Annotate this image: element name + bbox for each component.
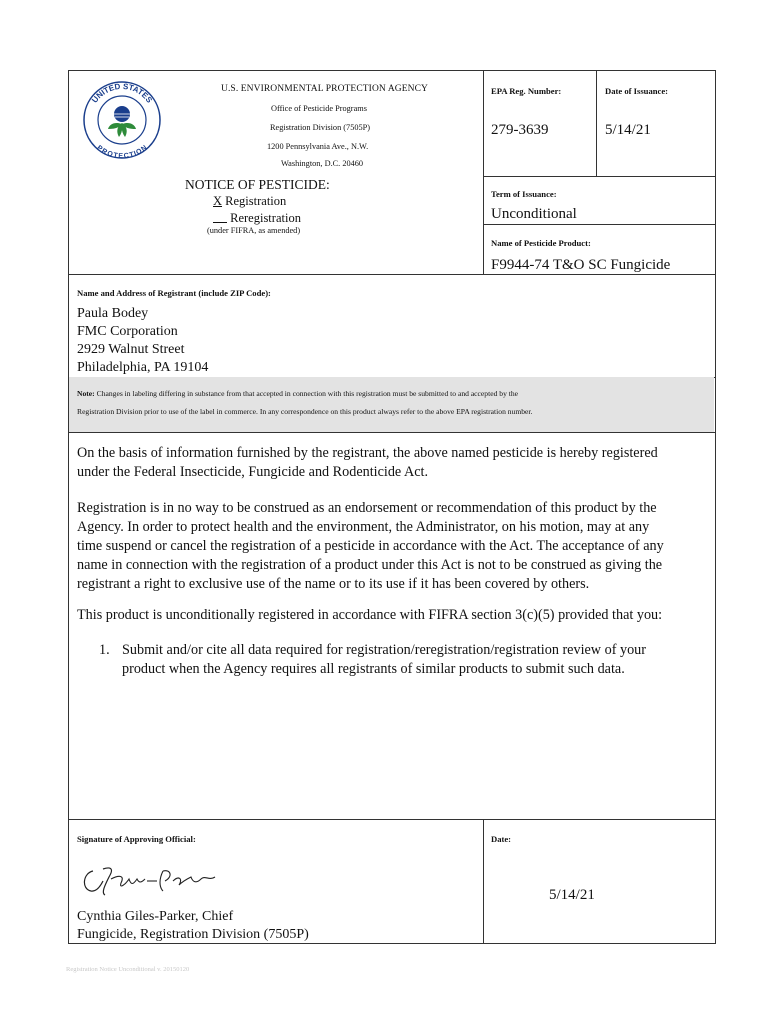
signer-name: Cynthia Giles-Parker, Chief <box>77 909 234 924</box>
registrant-city: Philadelphia, PA 19104 <box>77 360 209 375</box>
term-value: Unconditional <box>491 206 577 222</box>
note-line-1 <box>77 389 518 398</box>
date-issuance-value: 5/14/21 <box>605 122 651 138</box>
signature-date-value: 5/14/21 <box>549 887 595 903</box>
body-p2-line4: name in connection with the registration of a product under this Act is not to be construed as giving the <box>77 557 663 573</box>
registrant-street: 2929 Walnut Street <box>77 342 185 357</box>
notice-under-fifra: (under FIFRA, as amended) <box>207 226 301 235</box>
note-text-2: Registration Division prior to use of the label in commerce. In any correspondence on this product always refer to the above EPA registration number. <box>77 407 533 416</box>
body-p2-line1: Registration is in no way to be construed as an endorsement or recommendation of this product by the <box>77 500 657 516</box>
body-p2-line3: time suspend or cancel the registration of a pesticide in accordance with the Act. The acceptance of any <box>77 538 664 554</box>
handwritten-signature <box>79 861 229 901</box>
registrant-company: FMC Corporation <box>77 324 178 339</box>
agency-city: Washington, D.C. 20460 <box>281 159 364 168</box>
reg-number-value: 279-3639 <box>491 122 549 138</box>
body-p1-line2: under the Federal Insecticide, Fungicide and Rodenticide Act. <box>77 464 429 480</box>
reregistration-blank <box>213 211 227 223</box>
note-label: Note: <box>77 389 95 398</box>
epa-seal-logo <box>81 79 163 161</box>
note-text-1: Changes in labeling differing in substance from that accepted in connection with this registration must be submitted to and accepted by the <box>96 389 519 398</box>
registration-label: Registration <box>225 194 287 208</box>
body-p2-line2: Agency. In order to protect health and the environment, the Administrator, on his motion, may at any <box>77 519 650 535</box>
body-p3: This product is unconditionally registered in accordance with FIFRA section 3(c)(5) provided that you: <box>77 607 663 623</box>
registrant-name: Paula Bodey <box>77 306 149 321</box>
registrant-label: Name and Address of Registrant (include ZIP Code): <box>77 288 271 298</box>
svg-text:UNITED STATES <box>90 82 154 105</box>
registration-check-mark: X <box>213 194 223 208</box>
reregistration-label: Reregistration <box>230 211 301 225</box>
reg-number-label: EPA Reg. Number: <box>491 86 562 96</box>
registration-form <box>68 70 716 944</box>
term-label: Term of Issuance: <box>491 189 557 199</box>
notice-reregistration-line <box>213 211 301 226</box>
date-issuance-label: Date of Issuance: <box>605 86 669 96</box>
notice-registration-line <box>213 194 286 209</box>
svg-text:PROTECTION <box>95 144 148 160</box>
list-item-1-line1: Submit and/or cite all data required for registration/reregistration/registration review of your <box>122 642 646 658</box>
agency-name: U.S. ENVIRONMENTAL PROTECTION AGENCY <box>221 84 428 94</box>
list-item-1-line2: product when the Agency requires all registrants of similar products to submit such data. <box>122 661 625 677</box>
seal-top-text: UNITED STATES <box>90 81 154 105</box>
list-item-1-number: 1. <box>99 642 110 658</box>
body-p1-line1: On the basis of information furnished by the registrant, the above named pesticide is hereby registered <box>77 445 658 461</box>
product-value: F9944-74 T&O SC Fungicide <box>491 257 671 273</box>
agency-street: 1200 Pennsylvania Ave., N.W. <box>267 142 369 151</box>
product-label: Name of Pesticide Product: <box>491 238 591 248</box>
signer-title: Fungicide, Registration Division (7505P) <box>77 927 309 942</box>
agency-division: Registration Division (7505P) <box>270 123 371 132</box>
signature-date-label: Date: <box>491 834 512 844</box>
seal-bottom-text: PROTECTION <box>95 144 149 161</box>
footer-version: Registration Notice Unconditional v. 20150120 <box>66 966 190 973</box>
body-p2-line5: registrant a right to exclusive use of the name or to its use if it has been covered by others. <box>77 576 590 592</box>
agency-office: Office of Pesticide Programs <box>271 104 367 113</box>
signature-label: Signature of Approving Official: <box>77 834 196 844</box>
notice-title: NOTICE OF PESTICIDE: <box>185 177 330 192</box>
note-band <box>69 377 714 432</box>
